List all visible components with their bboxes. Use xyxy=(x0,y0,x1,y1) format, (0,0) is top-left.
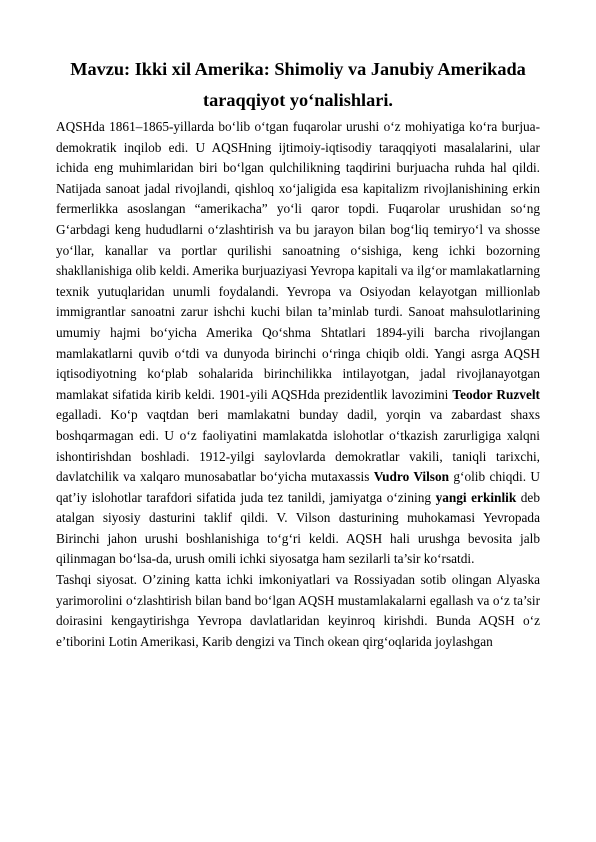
paragraph-1-text-part-4: deb atalgan siyosiy dasturini taklif qildi. V. Vilson dasturining muhokamasi Yevropada Birinchi jahon urushi boshlanishiga to‘g‘ri keldi. AQSH hali urushga bevosita jalb qilinmagan bo‘lsa-da, urush omili ichki siyosatga ham sezilarli ta’sir ko‘rsatdi. xyxy=(56,489,540,567)
bold-name-teodor-ruzvelt: Teodor Ruzvelt xyxy=(452,386,540,402)
paragraph-1-text-part-1: AQSHda 1861–1865-yillarda bo‘lib o‘tgan fuqarolar urushi o‘z mohiyatiga ko‘ra burjua-demokratik inqilob edi. U AQSHning ijtimoiy-iqtisodiy taraqqiyoti masalalarini, ular ichida eng muhimlaridan biri bo‘lgan qulchilikning taqdirini burjuacha ruhda hal qildi. Natijada sanoat jadal rivojlandi, qishloq xo‘jaligida esa kapitalizm rivojlanishining erkin fermerlikka asoslangan “amerikacha” yo‘li qaror topdi. Fuqarolar urushidan so‘ng G‘arbdagi keng hududlarni o‘zlashtirish va bu jarayon bilan bog‘liq temiryo‘l va shosse yo‘llar, kanallar va portlar qurilishi sanoatning o‘sishiga, keng ichki bozorning shakllanishiga olib keldi. Amerika burjuaziyasi Yevropa kapitali va ilg‘or mamlakatlarning texnik yutuqlaridan unumli foydalandi. Yevropa va Osiyodan kelayotgan millionlab immigrantlar sanoatni zarur ishchi kuchi bilan ta’minlab turdi. Sanoat mahsulotlarining umumiy hajmi bo‘yicha Amerika Qo‘shma Shtatlari 1894-yili barcha rivojlangan mamlakatlarni quvib o‘tdi va dunyoda birinchi o‘ringa chiqib oldi. Yangi asrga AQSH iqtisodiyotning ko‘plab sohalarida birinchilikka intilayotgan, jadal rivojlanayotgan mamlakat sifatida kirib keldi. 1901-yili AQSHda prezidentlik lavozimini xyxy=(56,119,540,402)
paragraph-1 xyxy=(56,117,540,570)
paragraph-1-text-part-3: g‘olib chiqdi. U qat’iy islohotlar tarafdori sifatida juda tez tanildi, jamiyatga o‘zining xyxy=(56,469,540,505)
bold-name-vudro-vilson: Vudro Vilson xyxy=(373,469,450,485)
document-title: Mavzu: Ikki xil Amerika: Shimoliy va Janubiy Amerikada taraqqiyot yo‘nalishlari. xyxy=(70,59,526,110)
paragraph-1-text-part-2: egalladi. Ko‘p vaqtdan beri mamlakatni bunday dadil, yorqin va zabardast shaxs boshqarmagan edi. U o‘z faoliyatini mamlakatda islohotlar o‘tkazish zarurligiga xalqni ishontirishdan boshladi. 1912-yilgi saylovlarda demokratlar vakili, taniqli tarixchi, davlatchilik va xalqaro munosabatlar bo‘yicha mutaxassis xyxy=(56,407,540,485)
document-body xyxy=(56,117,540,652)
bold-term-yangi-erkinlik: yangi erkinlik xyxy=(435,489,517,505)
paragraph-2: Tashqi siyosat. O’zining katta ichki imkoniyatlari va Rossiyadan sotib olingan Alyaska yarimorolini o‘zlashtirish bilan band bo‘lgan AQSH mustamlakalarni egallash va o‘z ta’sir doirasini kengaytirishga Yevropa davlatlaridan keyinroq kirishdi. Bunda AQSH o‘z e’tiborini Lotin Amerikasi, Karib dengizi va Tinch okean qirg‘oqlarida joylashgan xyxy=(56,572,540,649)
